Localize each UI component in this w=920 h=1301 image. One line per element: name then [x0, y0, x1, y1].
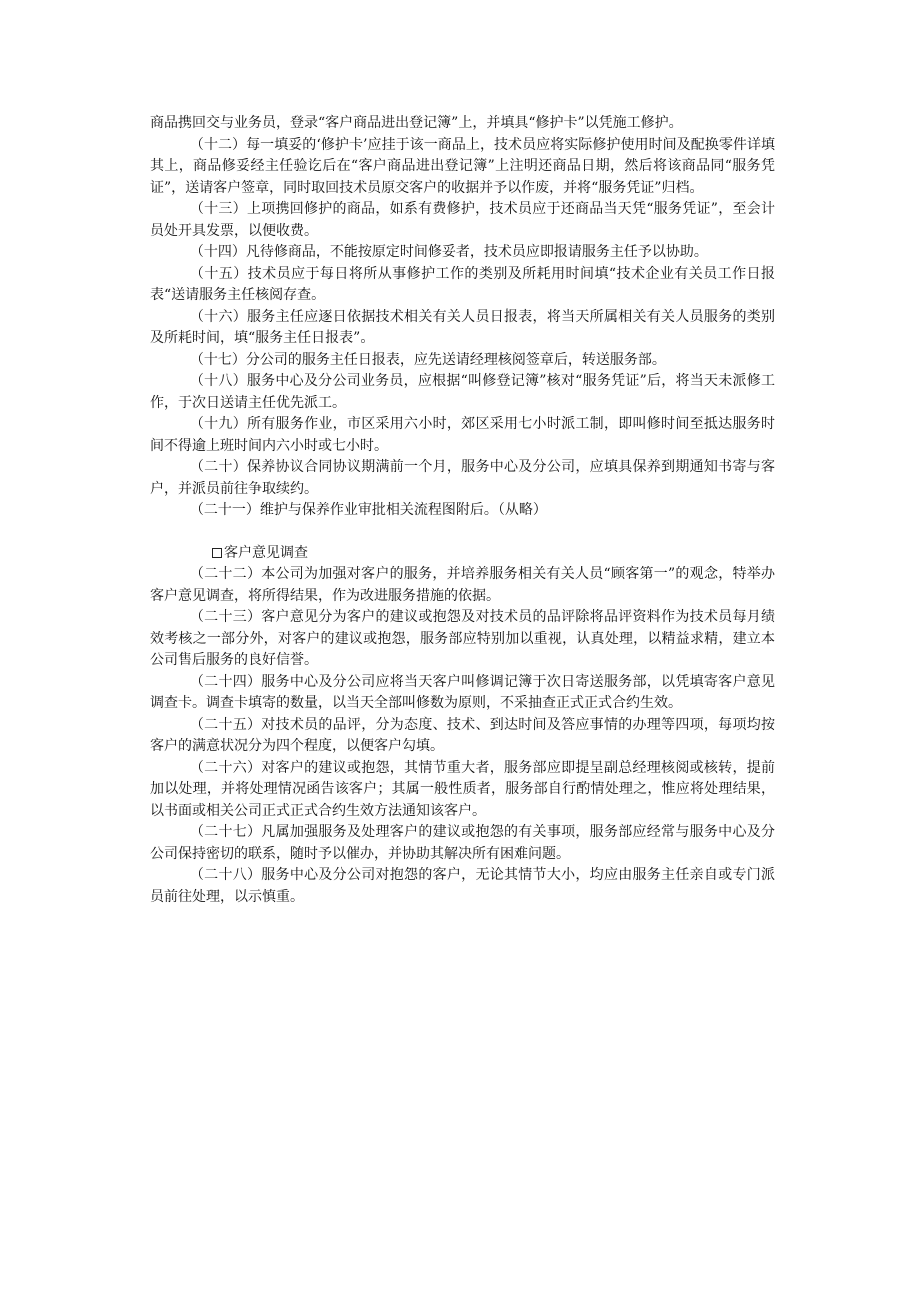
paragraph-14: （十四）凡待修商品，不能按原定时间修妥者，技术员应即报请服务主任予以协助。 — [189, 244, 708, 260]
paragraph-20: （二十）保养协议合同协议期满前一个月，服务中心及分公司，应填具保养到期通知书寄与客户，并派员前往争取续约。 — [150, 459, 775, 497]
paragraph-19: （十九）所有服务作业，市区采用六小时，郊区采用七小时派工制，即叫修时间至抵达服务时间不得逾上班时间内六小时或七小时。 — [150, 416, 775, 454]
paragraph-26: （二十六）对客户的建议或抱怨，其情节重大者，服务部应即提呈副总经理核阅或核转，提前加以处理，并将处理情况函告该客户；其属一般性质者，服务部自行酌情处理之，惟应将处理结果，以书面或相关公司正式正式合约生效方法通知该客户。 — [150, 759, 775, 819]
paragraph-17: （十七）分公司的服务主任日报表，应先送请经理核阅签章后，转送服务部。 — [189, 351, 666, 368]
paragraph-16: （十六）服务主任应逐日依据技术相关有关人员日报表，将当天所属相关有关人员服务的类别及所耗时间，填“服务主任日报表”。 — [150, 308, 775, 346]
section-heading — [150, 543, 775, 565]
section-heading-text: 客户意见调查 — [224, 544, 308, 561]
paragraph-27: （二十七）凡属加强服务及处理客户的建议或抱怨的有关事项，服务部应经常与服务中心及分公司保持密切的联系，随时予以催办，并协助其解决所有困难问题。 — [150, 824, 775, 862]
paragraph-24: （二十四）服务中心及分公司应将当天客户叫修调记簿于次日寄送服务部，以凭填寄客户意见调查卡。调查卡填寄的数量，以当天全部叫修数为原则，不采抽查正式正式合约生效。 — [150, 673, 775, 711]
paragraph-23: （二十三）客户意见分为客户的建议或抱怨及对技术员的品评除将品评资料作为技术员每月绩效考核之一部分外，对客户的建议或抱怨，服务部应特别加以重视，认真处理，以精益求精，建立本公司售后服务的良好信誉。 — [150, 609, 775, 668]
section-spacer — [150, 522, 775, 543]
paragraph-25: （二十五）对技术员的品评，分为态度、技术、到达时间及答应事情的办理等四项，每项均按客户的满意状况分为四个程度，以便客户勾填。 — [150, 716, 775, 754]
paragraph-continuation: 商品携回交与业务员，登录“客户商品进出登记簿”上，并填具“修护卡”以凭施工修护。 — [150, 115, 683, 131]
checkbox-icon — [212, 548, 222, 558]
paragraph-22: （二十二）本公司为加强对客户的服务，并培养服务相关有关人员“顾客第一”的观念，特举办客户意见调查，将所得结果，作为改进服务措施的依据。 — [150, 566, 775, 604]
paragraph-18: （十八）服务中心及分公司业务员，应根据“叫修登记簿”核对“服务凭证”后，将当天未派修工作，于次日送请主任优先派工。 — [150, 373, 775, 411]
paragraph-12: （十二）每一填妥的‘修护卡’应挂于该一商品上，技术员应将实际修护使用时间及配换零件详填其上，商品修妥经主任验讫后在“客户商品进出登记簿”上注明还商品日期，然后将该商品同“服务凭证”，送请客户签章，同时取回技术员原交客户的收据并予以作废，并将“服务凭证”归档。 — [150, 136, 775, 196]
paragraph-28: （二十八）服务中心及分公司对抱怨的客户，无论其情节大小，均应由服务主任亲自或专门派员前往处理，以示慎重。 — [150, 867, 775, 905]
paragraph-13: （十三）上项携回修护的商品，如系有费修护，技术员应于还商品当天凭“服务凭证”，至会计员处开具发票，以便收费。 — [150, 201, 775, 239]
paragraph-15: （十五）技术员应于每日将所从事修护工作的类别及所耗用时间填“技术企业有关员工作日报表“送请服务主任核阅存查。 — [150, 265, 775, 303]
document-body — [150, 113, 775, 908]
paragraph-21: （二十一）维护与保养作业审批相关流程图附后。（从略） — [189, 502, 547, 518]
